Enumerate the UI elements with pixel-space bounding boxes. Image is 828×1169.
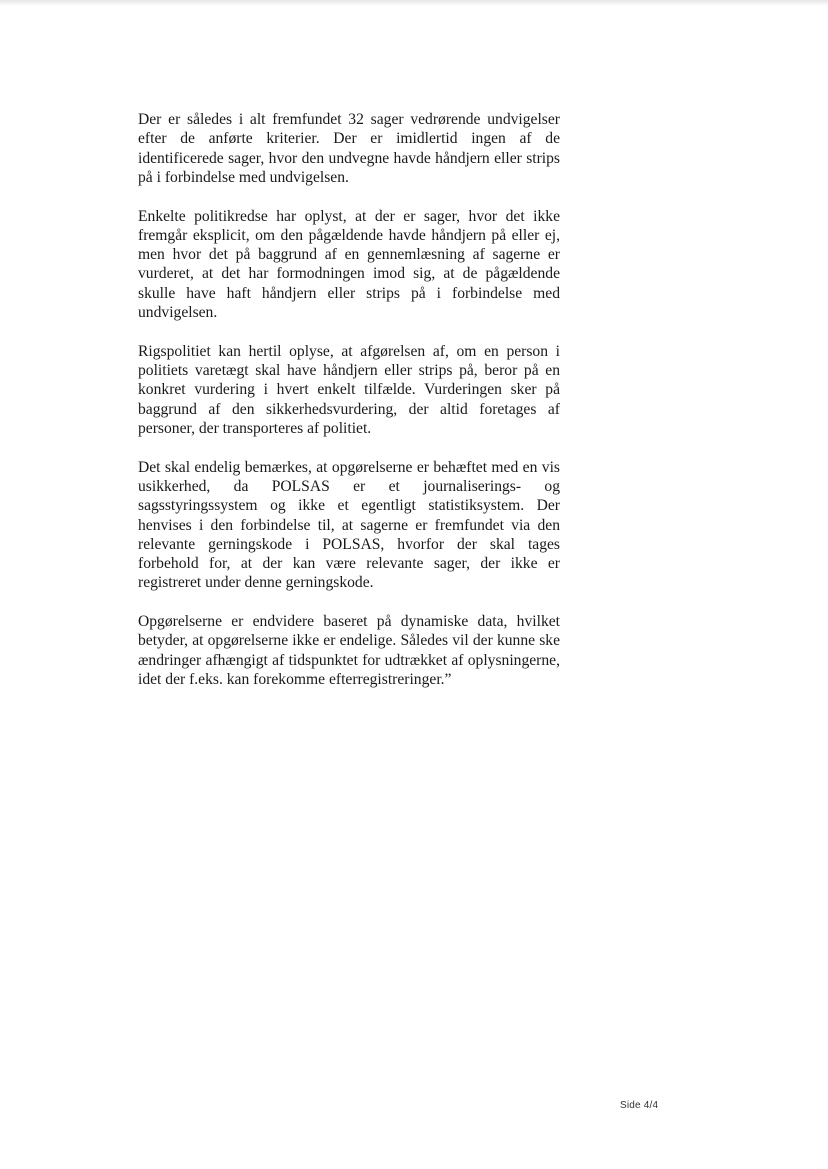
paragraph-usikkerhed: Det skal endelig bemærkes, at opgørelserne er behæftet med en vis usikkerhed, da POLSAS er et journaliserings- og sagsstyringssystem og ikke et egentligt statistiksystem. Der henvises i den forbindelse til, at sagerne er fremfundet via den relevante gerningskode i POLSAS, hvorfor der skal tages forbehold for, at der kan være relevante sager, der ikke er registreret under denne gerningskode.	[138, 458, 560, 592]
scan-top-edge	[0, 0, 828, 6]
body-text	[138, 110, 560, 709]
paragraph-rigspolitiet: Rigspolitiet kan hertil oplyse, at afgørelsen af, om en person i politiets varetægt skal have håndjern eller strips på, beror på en konkret vurdering i hvert enkelt tilfælde. Vurderingen sker på baggrund af den sikkerhedsvurdering, der altid foretages af personer, der transporteres af politiet.	[138, 342, 560, 437]
paragraph-undvigelser-count: Der er således i alt fremfundet 32 sager vedrørende undvigelser efter de anførte kriterier. Der er imidlertid ingen af de identificerede sager, hvor den undvegne havde håndjern eller strips på i forbindelse med undvigelsen.	[138, 111, 560, 186]
paragraph-politikredse: Enkelte politikredse har oplyst, at der er sager, hvor det ikke fremgår eksplicit, om den pågældende havde håndjern på eller ej, men hvor det på baggrund af en gennemlæsning af sagerne er vurderet, at det har formodningen imod sig, at de pågældende skulle have haft håndjern eller strips på i forbindelse med undvigelsen.	[138, 207, 560, 322]
page-number: Side 4/4	[620, 1100, 659, 1111]
paragraph-dynamiske-data: Opgørelserne er endvidere baseret på dynamiske data, hvilket betyder, at opgørelserne ikke er endelige. Således vil der kunne ske ændringer afhængigt af tidspunktet for udtrækket af oplysningerne, idet der f.eks. kan forekomme efterregistreringer.”	[138, 613, 560, 688]
